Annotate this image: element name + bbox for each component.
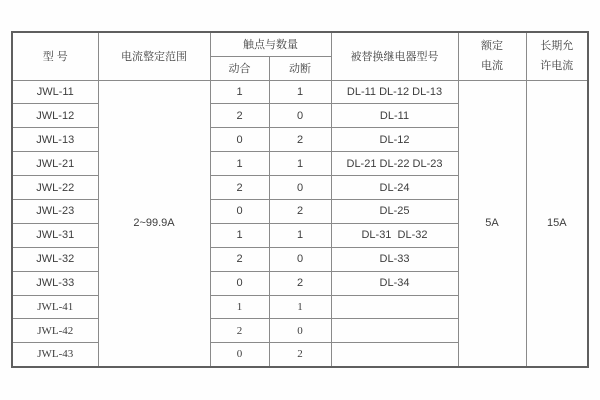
- header-rated-current: [458, 32, 526, 80]
- replaced-models-cell: [331, 343, 458, 367]
- replaced-models-cell: [331, 319, 458, 343]
- model-cell: JWL-42: [12, 319, 98, 343]
- no-contacts-cell: 1: [210, 80, 269, 104]
- no-contacts-cell: 1: [210, 152, 269, 176]
- model-cell: JWL-21: [12, 152, 98, 176]
- no-contacts-cell: 2: [210, 247, 269, 271]
- model-cell: JWL-23: [12, 199, 98, 223]
- replaced-models-cell: DL-33: [331, 247, 458, 271]
- nc-contacts-cell: 0: [269, 319, 331, 343]
- header-model: 型 号: [12, 32, 98, 80]
- no-contacts-cell: 2: [210, 104, 269, 128]
- table-row: [12, 80, 588, 104]
- no-contacts-cell: 0: [210, 128, 269, 152]
- header-contacts-and-quantity: 触点与数量: [210, 32, 331, 56]
- no-contacts-cell: 0: [210, 271, 269, 295]
- rated-current-cell: 5A: [458, 80, 526, 367]
- header-long-term-current-line1: 长期允: [540, 40, 574, 53]
- model-cell: JWL-31: [12, 223, 98, 247]
- replaced-models-cell: DL-24: [331, 176, 458, 200]
- header-replaced-relay-model: 被替换继电器型号: [331, 32, 458, 80]
- model-cell: JWL-33: [12, 271, 98, 295]
- no-contacts-cell: 0: [210, 199, 269, 223]
- header-normally-open: 动合: [210, 56, 269, 80]
- no-contacts-cell: 0: [210, 343, 269, 367]
- replaced-models-cell: DL-11 DL-12 DL-13: [331, 80, 458, 104]
- replaced-models-cell: DL-21 DL-22 DL-23: [331, 152, 458, 176]
- model-cell: JWL-32: [12, 247, 98, 271]
- no-contacts-cell: 1: [210, 295, 269, 319]
- replaced-models-cell: DL-25: [331, 199, 458, 223]
- header-long-term-current-line2: 许电流: [540, 60, 574, 73]
- header-long-term-current: [526, 32, 588, 80]
- long-term-current-cell: 15A: [526, 80, 588, 367]
- no-contacts-cell: 2: [210, 176, 269, 200]
- header-rated-current-line2: 电流: [481, 60, 503, 73]
- nc-contacts-cell: 2: [269, 271, 331, 295]
- nc-contacts-cell: 1: [269, 80, 331, 104]
- replaced-models-cell: DL-34: [331, 271, 458, 295]
- replaced-models-cell: DL-12: [331, 128, 458, 152]
- replaced-models-cell: [331, 295, 458, 319]
- nc-contacts-cell: 0: [269, 176, 331, 200]
- nc-contacts-cell: 2: [269, 343, 331, 367]
- model-cell: JWL-12: [12, 104, 98, 128]
- model-cell: JWL-43: [12, 343, 98, 367]
- model-cell: JWL-41: [12, 295, 98, 319]
- nc-contacts-cell: 0: [269, 104, 331, 128]
- nc-contacts-cell: 2: [269, 128, 331, 152]
- nc-contacts-cell: 0: [269, 247, 331, 271]
- relay-spec-table: [11, 31, 589, 368]
- header-rated-current-line1: 额定: [481, 40, 503, 53]
- no-contacts-cell: 1: [210, 223, 269, 247]
- model-cell: JWL-13: [12, 128, 98, 152]
- nc-contacts-cell: 2: [269, 199, 331, 223]
- header-normally-closed: 动断: [269, 56, 331, 80]
- no-contacts-cell: 2: [210, 319, 269, 343]
- current-setting-range-cell: 2~99.9A: [98, 80, 210, 367]
- replaced-models-cell: DL-11: [331, 104, 458, 128]
- nc-contacts-cell: 1: [269, 223, 331, 247]
- model-cell: JWL-11: [12, 80, 98, 104]
- model-cell: JWL-22: [12, 176, 98, 200]
- header-current-setting-range: 电流整定范围: [98, 32, 210, 80]
- nc-contacts-cell: 1: [269, 295, 331, 319]
- replaced-models-cell: DL-31 DL-32: [331, 223, 458, 247]
- nc-contacts-cell: 1: [269, 152, 331, 176]
